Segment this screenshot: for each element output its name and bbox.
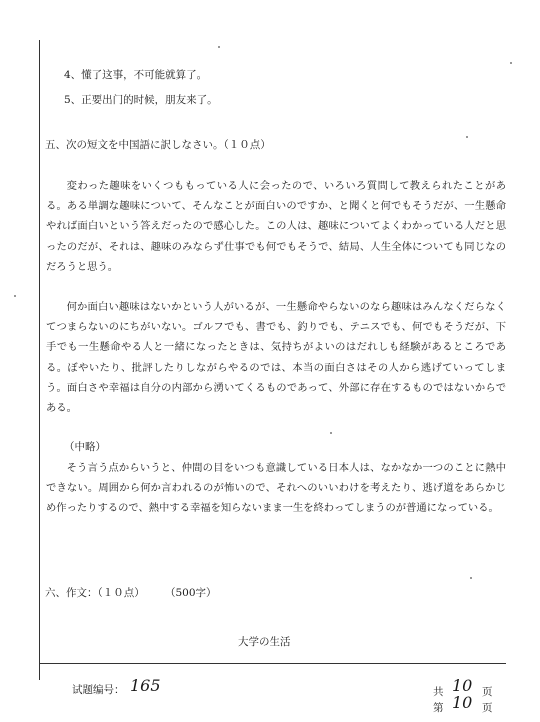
passage-paragraph-2: 何か面白い趣味はないかという人がいるが、一生懸命やらないのなら趣味はみんなくだらなくてつまらないのにちがいない。ゴルフでも、書でも、釣りでも、テニスでも、何でもそうだが、下手でも一生懸命やる人と一緒になったときは、気持ちがよいのはだれしも経験があるところである。ぼやいたり、批評したりしながらやるのでは、本当の面白さはその人から逃げていってしまう。面白さや幸福は自分の内部から湧いてくるものであって、外部に存在するものではないからである。	[46, 301, 506, 415]
scan-speck	[470, 577, 472, 579]
omission-mark: （中略）	[64, 441, 106, 453]
section-5-heading: 五、次の短文を中国語に訳しなさい。（１０点）	[45, 139, 271, 151]
total-pages-suffix: 页	[482, 686, 493, 698]
scan-speck	[510, 62, 512, 64]
page-number-suffix: 页	[482, 702, 493, 714]
exam-code-value: 165	[130, 676, 161, 695]
word-count-note: （500字）	[165, 587, 217, 599]
exam-code-label: 试题编号：	[72, 684, 125, 696]
total-pages-prefix: 共	[433, 686, 444, 698]
scan-speck	[466, 136, 468, 138]
left-border-line	[39, 40, 40, 680]
section-6-heading: 六、作文：（１０点）	[45, 587, 145, 599]
bottom-border-line	[39, 663, 506, 664]
passage-paragraph-1: 変わった趣味をいくつももっている人に会ったので、いろいろ質問して教えられたことがある。ある単調な趣味について、そんなことが面白いのですか、と聞くと何でもそうだが、一生懸命やれば面白いという答えだったので感心した。この人は、趣味についてよくわかっている人だと思ったのだが、それは、趣味のみならず仕事でも何でもそうで、結局、人生全体についても同じなのだろうと思う。	[46, 180, 506, 273]
translation-item-4: 4、懂了这事，不可能就算了。	[64, 69, 208, 81]
page-number-prefix: 第	[433, 702, 444, 714]
scan-speck	[14, 295, 16, 297]
translation-item-5: 5、正要出门的时候，朋友来了。	[64, 94, 218, 106]
page-number-value: 10	[452, 693, 473, 712]
passage-paragraph-3: そう言う点からいうと、仲間の目をいつも意識している日本人は、なかなか一つのことに熱中できない。周囲から何か言われるのが怖いので、それへのいいわけを考えたり、逃げ道をあらかじめ作ったりするので、熱中する幸福を知らないまま一生を終わってしまうのが普通になっている。	[46, 462, 506, 515]
scan-speck	[330, 432, 332, 434]
total-pages-value: 10	[452, 676, 473, 695]
essay-title: 大学の生活	[238, 636, 291, 648]
scan-speck	[218, 46, 220, 48]
